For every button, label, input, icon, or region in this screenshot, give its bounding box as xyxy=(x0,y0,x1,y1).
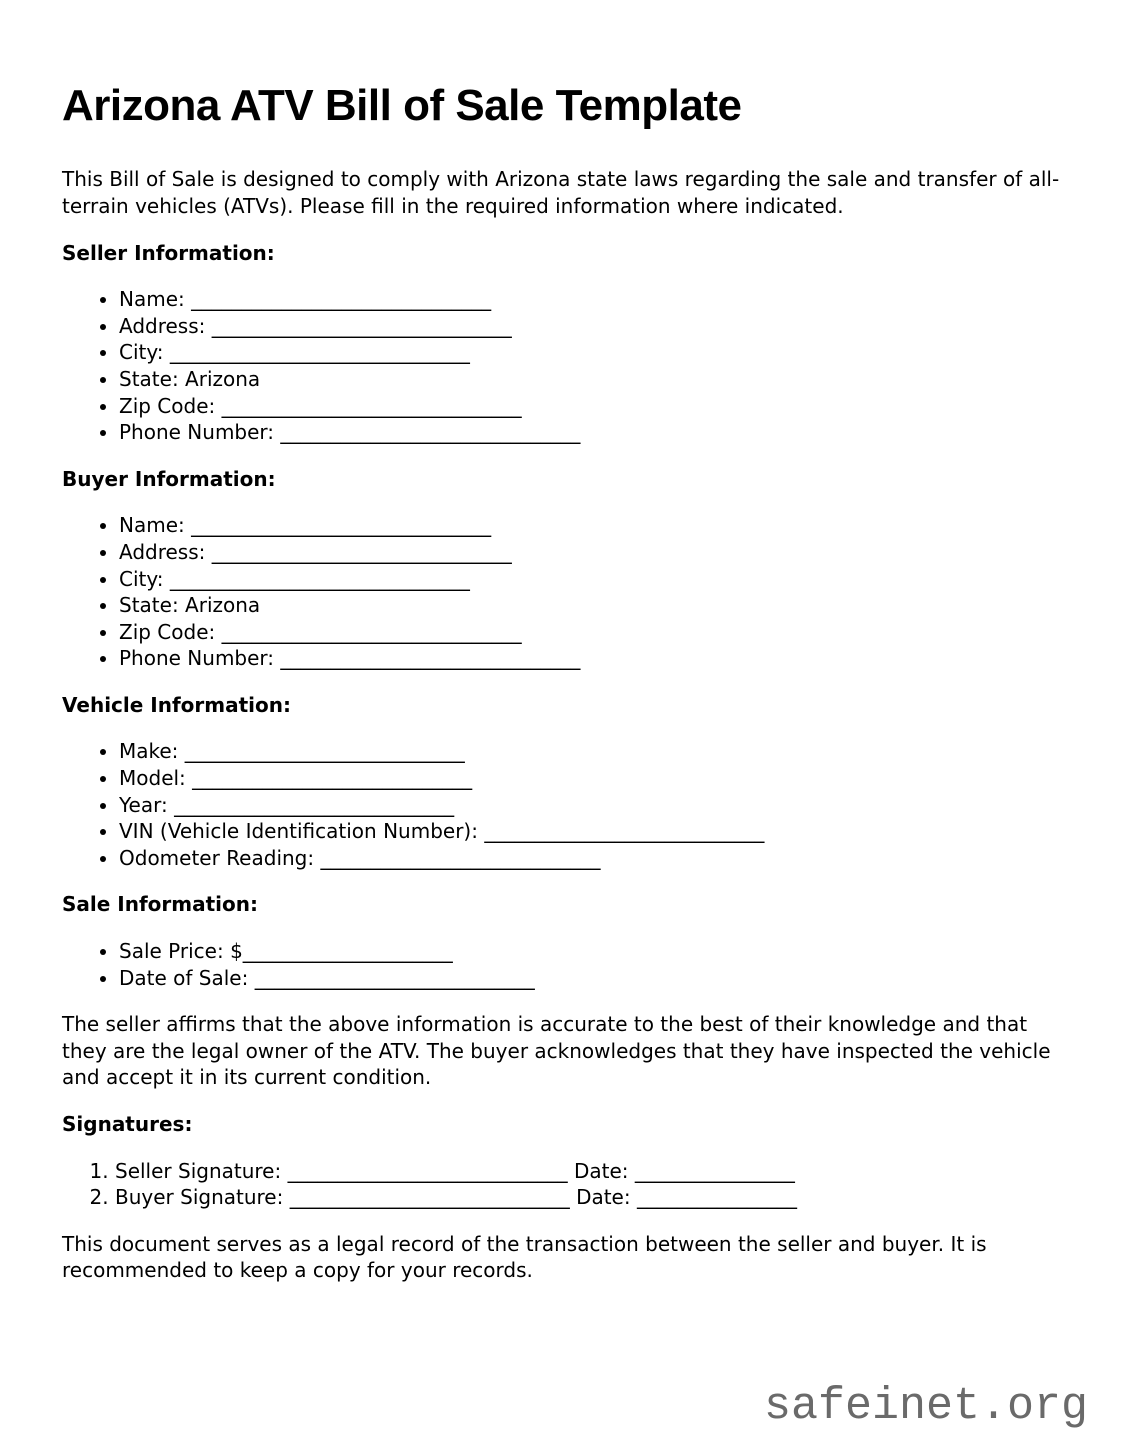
field-label: Zip Code: xyxy=(119,393,216,418)
field-row-seller-phone xyxy=(119,419,1062,446)
field-row-sale-date xyxy=(119,965,1062,992)
signatures-list xyxy=(62,1158,1062,1211)
field-label: Sale Price: xyxy=(119,939,224,964)
field-row-buyer-phone xyxy=(119,645,1062,672)
field-row-vehicle-vin xyxy=(119,818,1062,845)
blank-line-vehicle-year[interactable]: ____________________________ xyxy=(174,792,455,817)
field-label: Zip Code: xyxy=(119,619,216,644)
field-label: Year: xyxy=(119,792,168,817)
section-buyer-information xyxy=(62,466,1062,672)
field-row-seller-state xyxy=(119,366,1062,393)
blank-line-buyer-phone[interactable]: ______________________________ xyxy=(280,646,581,671)
signature-label: Seller Signature: xyxy=(115,1158,282,1183)
field-row-seller-zip xyxy=(119,393,1062,420)
field-row-buyer-address xyxy=(119,539,1062,566)
field-row-vehicle-odometer xyxy=(119,845,1062,872)
sale-information-heading: Sale Information: xyxy=(62,892,258,917)
field-row-vehicle-model xyxy=(119,765,1062,792)
blank-line-vehicle-odometer[interactable]: ____________________________ xyxy=(320,845,601,870)
affirmation-paragraph: The seller affirms that the above information is accurate to the best of their knowledge and that they are the legal owner of the ATV. The buyer acknowledges that they have inspected the vehicle and accept it in its current condition. xyxy=(62,1012,1051,1090)
blank-line-vehicle-make[interactable]: ____________________________ xyxy=(184,739,465,764)
vehicle-information-list xyxy=(62,738,1062,871)
signature-row-buyer xyxy=(115,1184,1062,1211)
blank-line-sale-date[interactable]: ____________________________ xyxy=(254,965,535,990)
blank-line-seller-phone[interactable]: ______________________________ xyxy=(280,420,581,445)
field-row-seller-city xyxy=(119,339,1062,366)
buyer-information-list xyxy=(62,512,1062,672)
closing-paragraph: This document serves as a legal record of the transaction between the seller and buyer. It is recommended to keep a copy for your records. xyxy=(62,1231,987,1283)
blank-line-seller-signature-date[interactable]: ________________ xyxy=(634,1158,795,1183)
field-label: VIN (Vehicle Identification Number): xyxy=(119,819,478,844)
signature-row-seller xyxy=(115,1158,1062,1185)
sale-information-list xyxy=(62,938,1062,991)
signatures-heading: Signatures: xyxy=(62,1112,193,1137)
field-label: Phone Number: xyxy=(119,646,275,671)
field-label: Model: xyxy=(119,766,186,791)
blank-line-vehicle-model[interactable]: ____________________________ xyxy=(192,766,473,791)
section-seller-information xyxy=(62,240,1062,446)
section-sale-information xyxy=(62,891,1062,991)
field-row-buyer-state xyxy=(119,592,1062,619)
blank-line-seller-zip[interactable]: ______________________________ xyxy=(221,393,522,418)
date-label: Date: xyxy=(576,1185,631,1210)
field-label: Date of Sale: xyxy=(119,965,249,990)
watermark: safeinet.org xyxy=(763,1381,1088,1432)
field-label: Odometer Reading: xyxy=(119,845,315,870)
seller-information-heading: Seller Information: xyxy=(62,240,275,265)
field-row-buyer-zip xyxy=(119,619,1062,646)
blank-line-buyer-zip[interactable]: ______________________________ xyxy=(221,619,522,644)
page-title: Arizona ATV Bill of Sale Template xyxy=(62,81,742,130)
section-vehicle-information xyxy=(62,692,1062,872)
field-row-vehicle-make xyxy=(119,738,1062,765)
field-row-seller-address xyxy=(119,313,1062,340)
section-signatures xyxy=(62,1111,1062,1211)
field-label: Name: xyxy=(119,513,185,538)
field-row-sale-price xyxy=(119,938,1062,965)
blank-line-seller-address[interactable]: ______________________________ xyxy=(211,313,512,338)
field-row-buyer-city xyxy=(119,566,1062,593)
signature-label: Buyer Signature: xyxy=(115,1185,284,1210)
field-row-vehicle-year xyxy=(119,792,1062,819)
intro-paragraph: This Bill of Sale is designed to comply with Arizona state laws regarding the sale and transfer of all-terrain vehicles (ATVs). Please fill in the required information where indicated. xyxy=(62,167,1060,218)
vehicle-information-heading: Vehicle Information: xyxy=(62,692,291,717)
field-value-seller-state: Arizona xyxy=(185,366,261,391)
blank-line-seller-city[interactable]: ______________________________ xyxy=(169,340,470,365)
field-label: Phone Number: xyxy=(119,420,275,445)
field-label: City: xyxy=(119,340,164,365)
blank-line-buyer-address[interactable]: ______________________________ xyxy=(211,539,512,564)
field-row-buyer-name xyxy=(119,512,1062,539)
seller-information-list xyxy=(62,286,1062,446)
blank-line-buyer-name[interactable]: ______________________________ xyxy=(191,513,492,538)
blank-line-vehicle-vin[interactable]: ____________________________ xyxy=(484,819,765,844)
field-label: State: xyxy=(119,593,179,618)
field-value-buyer-state: Arizona xyxy=(185,593,261,618)
field-label: Name: xyxy=(119,287,185,312)
blank-line-sale-price[interactable]: $_____________________ xyxy=(230,939,453,964)
field-row-seller-name xyxy=(119,286,1062,313)
field-label: Address: xyxy=(119,313,206,338)
blank-line-seller-signature[interactable]: ____________________________ xyxy=(287,1158,568,1183)
buyer-information-heading: Buyer Information: xyxy=(62,466,276,491)
field-label: City: xyxy=(119,566,164,591)
blank-line-seller-name[interactable]: ______________________________ xyxy=(191,287,492,312)
field-label: State: xyxy=(119,366,179,391)
field-label: Make: xyxy=(119,739,179,764)
blank-line-buyer-city[interactable]: ______________________________ xyxy=(169,566,470,591)
blank-line-buyer-signature-date[interactable]: ________________ xyxy=(636,1185,797,1210)
date-label: Date: xyxy=(573,1158,629,1183)
blank-line-buyer-signature[interactable]: ____________________________ xyxy=(289,1185,570,1210)
field-label: Address: xyxy=(119,539,206,564)
